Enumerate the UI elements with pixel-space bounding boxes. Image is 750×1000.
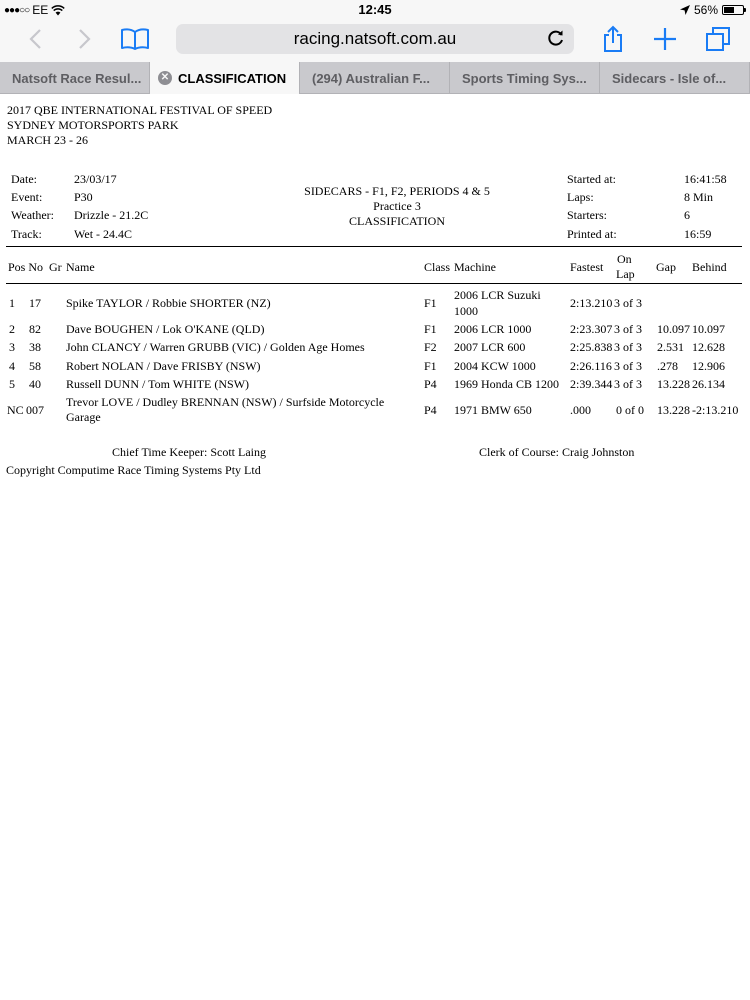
row-class: P4 [424,403,437,417]
row-pos: 4 [9,359,15,373]
meta-track: Wet - 24.4C [74,227,133,241]
chief-timekeeper: Chief Time Keeper: Scott Laing [112,445,266,459]
row-gap: 13.228 [657,377,690,391]
row-pos: NC [7,403,24,417]
forward-button[interactable] [70,24,100,54]
row-name: Trevor LOVE / Dudley BRENNAN (NSW) / Surfside Motorcycle [66,395,385,409]
row-class: F1 [424,322,437,336]
meta-date: 23/03/17 [74,172,117,186]
reload-icon[interactable] [546,28,566,48]
row-class: F1 [424,359,437,373]
row-pos: 5 [9,377,15,391]
row-pos: 2 [9,322,15,336]
session-class: SIDECARS - F1, F2, PERIODS 4 & 5 [304,184,490,198]
battery-percent: 56% [693,3,718,17]
tab-sports-timing[interactable] [450,62,600,94]
meta-label: Event: [11,190,43,204]
location-arrow-icon [680,5,690,15]
plus-icon [653,27,677,51]
row-gap: 2.531 [657,340,684,354]
carrier-name: EE [32,3,49,17]
meta-label: Date: [11,172,37,186]
browser-toolbar [0,20,750,62]
tab-label: Natsoft Race Resul... [12,71,142,86]
row-fastest: 2:13.210 [570,296,613,310]
meta-label: Starters: [567,208,607,222]
col-name: Name [66,260,95,274]
divider [6,246,742,247]
row-on-lap: 0 of 0 [616,403,644,417]
row-name: Russell DUNN / Tom WHITE (NSW) [66,377,250,391]
row-gap: .278 [657,359,678,373]
chevron-right-icon [78,28,92,50]
tabs-button[interactable] [703,24,733,54]
status-right [680,3,744,17]
session-name: Practice 3 [373,199,421,213]
col-pos-no-gr: Pos No Gr [8,260,62,274]
row-on-lap: 3 of 3 [614,359,642,373]
col-fastest: Fastest [570,260,604,274]
meta-label: Weather: [11,208,55,222]
meta-laps: 8 Min [684,190,714,204]
chevron-left-icon [28,28,42,50]
col-behind: Behind [692,260,727,274]
col-on-lap-bottom: Lap [616,267,635,281]
row-machine: 2004 KCW 1000 [454,359,536,373]
row-class: P4 [424,377,437,391]
row-no: 40 [29,377,41,391]
meta-event: P30 [74,190,93,204]
row-fastest: .000 [570,403,591,417]
meta-label: Printed at: [567,227,617,241]
col-class: Class [424,260,451,274]
col-gap: Gap [656,260,676,274]
tab-label: (294) Australian F... [312,71,430,86]
row-class: F2 [424,340,437,354]
meta-label: Laps: [567,190,594,204]
row-on-lap: 3 of 3 [614,322,642,336]
row-behind: 26.134 [692,377,725,391]
row-fastest: 2:23.307 [570,322,613,336]
meta-weather: Drizzle - 21.2C [74,208,149,222]
clock: 12:45 [358,2,392,17]
event-dates: MARCH 23 - 26 [7,133,89,147]
row-fastest: 2:26.116 [570,359,612,373]
row-name: Spike TAYLOR / Robbie SHORTER (NZ) [66,296,271,310]
row-on-lap: 3 of 3 [614,296,642,310]
close-tab-icon[interactable]: ✕ [158,71,172,85]
meta-starters: 6 [684,208,690,222]
tab-natsoft-results[interactable] [0,62,150,94]
share-icon [602,25,624,53]
row-fastest: 2:25.838 [570,340,613,354]
row-name: Robert NOLAN / Dave FRISBY (NSW) [66,359,261,373]
row-machine: 2006 LCR Suzuki [454,288,541,302]
row-machine-cont: 1000 [454,304,478,318]
divider [6,283,742,284]
url-text: racing.natsoft.com.au [293,29,457,48]
row-no: 82 [29,322,41,336]
battery-icon [722,5,744,15]
event-venue: SYDNEY MOTORSPORTS PARK [7,118,179,132]
row-no: 38 [29,340,41,354]
share-button[interactable] [598,24,628,54]
row-behind: -2:13.210 [692,403,739,417]
tab-label: Sports Timing Sys... [462,71,587,86]
row-behind: 12.628 [692,340,725,354]
row-on-lap: 3 of 3 [614,377,642,391]
row-pos: 1 [9,296,15,310]
row-name-cont: Garage [66,410,101,424]
row-gap: 13.228 [657,403,690,417]
row-behind: 10.097 [692,322,725,336]
status-bar [0,0,750,20]
tab-classification[interactable] [150,62,300,94]
row-gap: 10.097 [657,322,690,336]
row-name: Dave BOUGHEN / Lok O'KANE (QLD) [66,322,265,336]
col-machine: Machine [454,260,496,274]
row-on-lap: 3 of 3 [614,340,642,354]
session-type: CLASSIFICATION [348,214,445,228]
signal-strength-icon: ●●●○○ [4,4,30,16]
tab-label: CLASSIFICATION [178,71,287,86]
row-behind: 12.906 [692,359,725,373]
row-machine: 1971 BMW 650 [454,403,532,417]
results-page [0,94,750,1000]
row-machine: 2006 LCR 1000 [454,322,532,336]
clerk-of-course: Clerk of Course: Craig Johnston [479,445,635,459]
row-no: 007 [26,403,44,417]
book-icon [120,27,150,51]
row-machine: 2007 LCR 600 [454,340,526,354]
tab-australian[interactable] [300,62,450,94]
row-machine: 1969 Honda CB 1200 [454,377,559,391]
row-no: 58 [29,359,41,373]
tab-label: Sidecars - Isle of... [612,71,727,86]
col-on-lap-top: On [617,252,632,266]
tab-bar [0,62,750,94]
tabs-icon [705,26,731,52]
new-tab-button[interactable] [650,24,680,54]
bookmarks-button[interactable] [120,24,150,54]
meta-printed-at: 16:59 [684,227,712,241]
row-pos: 3 [9,340,15,354]
meta-label: Started at: [567,172,616,186]
meta-started-at: 16:41:58 [684,172,727,186]
row-fastest: 2:39.344 [570,377,613,391]
address-bar[interactable] [176,24,574,54]
event-title: 2017 QBE INTERNATIONAL FESTIVAL OF SPEED [7,103,273,117]
back-button[interactable] [20,24,50,54]
row-class: F1 [424,296,437,310]
tab-sidecars-isle[interactable] [600,62,750,94]
row-name: John CLANCY / Warren GRUBB (VIC) / Golden Age Homes [66,340,365,354]
row-no: 17 [29,296,41,310]
copyright: Copyright Computime Race Timing Systems Pty Ltd [6,463,261,477]
meta-label: Track: [11,227,42,241]
